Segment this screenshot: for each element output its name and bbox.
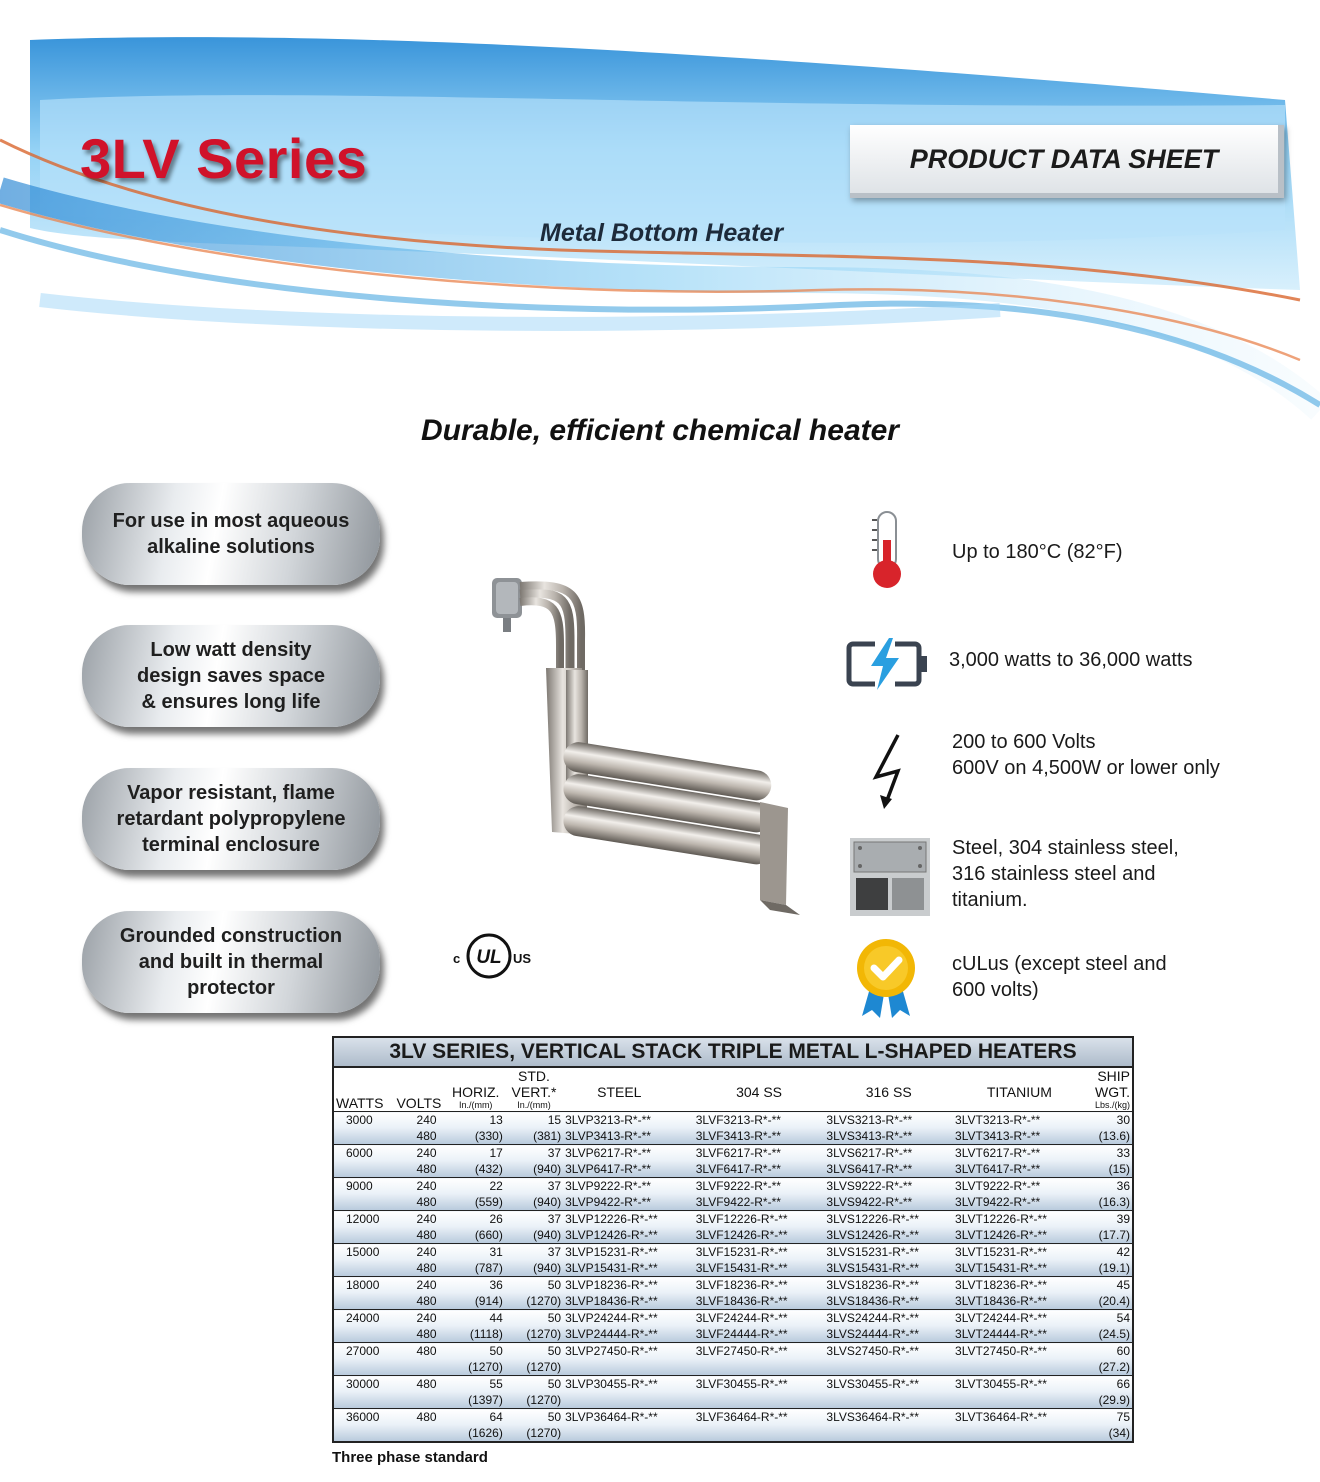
cell-ss304-model: 3LVF15431-R*-** [694, 1260, 825, 1277]
cell-steel-model: 3LVP18236-R*-** [563, 1277, 694, 1294]
cell-ss304-model: 3LVF15231-R*-** [694, 1244, 825, 1261]
spec-certification: cULus (except steel and 600 volts) [952, 953, 1167, 1001]
cell-vert: (940) [505, 1161, 563, 1178]
cell-volts: 480 [391, 1227, 446, 1244]
cell-vert: (940) [505, 1194, 563, 1211]
cell-titanium-model: 3LVT15231-R*-** [953, 1244, 1086, 1261]
cell-watts [334, 1359, 391, 1376]
series-title: 3LV Series [80, 127, 368, 190]
cell-ss304-model: 3LVF18236-R*-** [694, 1277, 825, 1294]
cell-ss316-model: 3LVS15231-R*-** [824, 1244, 953, 1261]
cell-titanium-model: 3LVT30455-R*-** [953, 1376, 1086, 1393]
cell-volts [391, 1425, 446, 1441]
table-row [334, 1112, 1132, 1129]
cell-steel-model [563, 1359, 694, 1376]
cell-ship-weight: 45 [1086, 1277, 1132, 1294]
feature-pill-enclosure [82, 768, 380, 870]
cell-ship-weight: (27.2) [1086, 1359, 1132, 1376]
table-row [334, 1343, 1132, 1360]
col-weight-label: WGT. [1095, 1084, 1130, 1100]
table-row [334, 1178, 1132, 1195]
col-horiz-label: HORIZ. [451, 1084, 500, 1100]
cell-ship-weight: (13.6) [1086, 1128, 1132, 1145]
table-row [334, 1277, 1132, 1294]
cell-ship-weight: (15) [1086, 1161, 1132, 1178]
cell-titanium-model: 3LVT36464-R*-** [953, 1409, 1086, 1426]
cell-steel-model: 3LVP27450-R*-** [563, 1343, 694, 1360]
cell-horiz: 31 [447, 1244, 505, 1261]
cell-ss304-model: 3LVF24444-R*-** [694, 1326, 825, 1343]
cell-ship-weight: 36 [1086, 1178, 1132, 1195]
col-volts: VOLTS [396, 1095, 442, 1111]
cell-watts [334, 1227, 391, 1244]
cell-watts: 15000 [334, 1244, 391, 1261]
heater-product-image [470, 570, 800, 915]
cell-ss316-model: 3LVS9222-R*-** [824, 1178, 953, 1195]
cell-ss316-model: 3LVS36464-R*-** [824, 1409, 953, 1426]
certified-badge-icon [852, 938, 920, 1018]
cell-titanium-model: 3LVT15431-R*-** [953, 1260, 1086, 1277]
cell-ss304-model [694, 1425, 825, 1441]
cell-ship-weight: (17.7) [1086, 1227, 1132, 1244]
cell-ss304-model: 3LVF30455-R*-** [694, 1376, 825, 1393]
cell-vert: (940) [505, 1260, 563, 1277]
cell-horiz: 50 [447, 1343, 505, 1360]
cell-steel-model: 3LVP9422-R*-** [563, 1194, 694, 1211]
cell-steel-model [563, 1392, 694, 1409]
table-row [334, 1376, 1132, 1393]
cell-ss304-model: 3LVF12426-R*-** [694, 1227, 825, 1244]
feature-text: Vapor resistant, flame retardant polypropylene terminal enclosure [116, 782, 346, 856]
col-horiz [447, 1068, 505, 1112]
table-row [334, 1211, 1132, 1228]
cell-titanium-model: 3LVT12426-R*-** [953, 1227, 1086, 1244]
table-title: 3LV SERIES, VERTICAL STACK TRIPLE METAL L-SHAPED HEATERS [334, 1038, 1132, 1068]
cell-steel-model: 3LVP24244-R*-** [563, 1310, 694, 1327]
cell-steel-model: 3LVP3413-R*-** [563, 1128, 694, 1145]
cell-volts: 240 [391, 1178, 446, 1195]
cell-ss304-model: 3LVF9222-R*-** [694, 1178, 825, 1195]
cell-watts: 6000 [334, 1145, 391, 1162]
cell-titanium-model [953, 1359, 1086, 1376]
cell-volts: 480 [391, 1343, 446, 1360]
ul-listed-mark [448, 930, 534, 982]
cell-vert: (1270) [505, 1425, 563, 1441]
cell-horiz: 44 [447, 1310, 505, 1327]
cell-ss304-model: 3LVF24244-R*-** [694, 1310, 825, 1327]
cell-watts [334, 1425, 391, 1441]
feature-text: Low watt density design saves space & ensures long life [137, 639, 325, 713]
cell-ship-weight: 33 [1086, 1145, 1132, 1162]
cell-vert: 50 [505, 1376, 563, 1393]
ul-mark-center: UL [476, 947, 502, 968]
feature-pill-watt-density [82, 625, 380, 727]
cell-steel-model: 3LVP18436-R*-** [563, 1293, 694, 1310]
cell-ss316-model [824, 1359, 953, 1376]
cell-ss316-model: 3LVS6217-R*-** [824, 1145, 953, 1162]
cell-horiz: (330) [447, 1128, 505, 1145]
cell-titanium-model [953, 1392, 1086, 1409]
cell-ss316-model: 3LVS9422-R*-** [824, 1194, 953, 1211]
cell-titanium-model: 3LVT27450-R*-** [953, 1343, 1086, 1360]
cell-watts: 27000 [334, 1343, 391, 1360]
table-header-row [334, 1068, 1132, 1112]
table-footnote: Three phase standard [332, 1449, 488, 1466]
cell-ss316-model: 3LVS12426-R*-** [824, 1227, 953, 1244]
cell-ss316-model: 3LVS27450-R*-** [824, 1343, 953, 1360]
table-row [334, 1194, 1132, 1211]
table-row [334, 1409, 1132, 1426]
cell-steel-model: 3LVP24444-R*-** [563, 1326, 694, 1343]
table-row [334, 1227, 1132, 1244]
cell-steel-model: 3LVP6417-R*-** [563, 1161, 694, 1178]
cell-horiz: 64 [447, 1409, 505, 1426]
col-horiz-unit: In./(mm) [458, 1100, 493, 1110]
cell-ship-weight: (24.5) [1086, 1326, 1132, 1343]
cell-ship-weight: (19.1) [1086, 1260, 1132, 1277]
cell-steel-model: 3LVP9222-R*-** [563, 1178, 694, 1195]
spec-materials: Steel, 304 stainless steel, 316 stainless steel and titanium. [952, 837, 1179, 911]
cell-watts [334, 1194, 391, 1211]
col-316ss [824, 1068, 953, 1112]
cell-watts: 3000 [334, 1112, 391, 1129]
cell-volts: 240 [391, 1112, 446, 1129]
cell-ss316-model: 3LVS6417-R*-** [824, 1161, 953, 1178]
cell-volts [391, 1392, 446, 1409]
table-body [334, 1112, 1132, 1442]
col-titanium [953, 1068, 1086, 1112]
col-vert-top: STD. [518, 1068, 550, 1084]
col-weight-top: SHIP [1097, 1068, 1130, 1084]
col-316ss-label: 316 SS [865, 1084, 912, 1100]
cell-horiz: 55 [447, 1376, 505, 1393]
metal-plates-icon [850, 838, 930, 916]
cell-ss304-model [694, 1359, 825, 1376]
cell-horiz: (660) [447, 1227, 505, 1244]
cell-steel-model: 3LVP12226-R*-** [563, 1211, 694, 1228]
table-row [334, 1425, 1132, 1441]
cell-watts: 12000 [334, 1211, 391, 1228]
table-row [334, 1310, 1132, 1327]
tagline: Durable, efficient chemical heater [421, 414, 899, 447]
cell-titanium-model: 3LVT3213-R*-** [953, 1112, 1086, 1129]
cell-steel-model [563, 1425, 694, 1441]
table-row [334, 1145, 1132, 1162]
spec-watts: 3,000 watts to 36,000 watts [949, 649, 1193, 671]
cell-volts: 480 [391, 1260, 446, 1277]
cell-steel-model: 3LVP15431-R*-** [563, 1260, 694, 1277]
table-row [334, 1326, 1132, 1343]
cell-horiz: (1270) [447, 1359, 505, 1376]
cell-volts: 480 [391, 1376, 446, 1393]
cell-horiz: 36 [447, 1277, 505, 1294]
cell-ss316-model [824, 1392, 953, 1409]
cell-vert: (1270) [505, 1293, 563, 1310]
cell-vert: 37 [505, 1145, 563, 1162]
cell-titanium-model: 3LVT3413-R*-** [953, 1128, 1086, 1145]
cell-ship-weight: 42 [1086, 1244, 1132, 1261]
cell-ship-weight: 60 [1086, 1343, 1132, 1360]
cell-horiz: (1626) [447, 1425, 505, 1441]
cell-horiz: (914) [447, 1293, 505, 1310]
cell-ss316-model: 3LVS24444-R*-** [824, 1326, 953, 1343]
cell-ss304-model: 3LVF3413-R*-** [694, 1128, 825, 1145]
cell-vert: (940) [505, 1227, 563, 1244]
cell-steel-model: 3LVP30455-R*-** [563, 1376, 694, 1393]
table-row [334, 1359, 1132, 1376]
cell-volts [391, 1359, 446, 1376]
cell-ss304-model [694, 1392, 825, 1409]
cell-ss304-model: 3LVF9422-R*-** [694, 1194, 825, 1211]
cell-vert: 50 [505, 1310, 563, 1327]
cell-volts: 480 [391, 1326, 446, 1343]
table-row [334, 1244, 1132, 1261]
cell-ss316-model [824, 1425, 953, 1441]
spec-temperature: Up to 180°C (82°F) [952, 541, 1123, 563]
col-steel-label: STEEL [597, 1084, 642, 1100]
cell-horiz: (787) [447, 1260, 505, 1277]
lightning-bolt-icon [868, 733, 912, 811]
cell-steel-model: 3LVP6217-R*-** [563, 1145, 694, 1162]
cell-watts: 30000 [334, 1376, 391, 1393]
cell-titanium-model: 3LVT24244-R*-** [953, 1310, 1086, 1327]
cell-vert: 37 [505, 1178, 563, 1195]
table-row [334, 1392, 1132, 1409]
cell-ship-weight: 30 [1086, 1112, 1132, 1129]
cell-titanium-model: 3LVT9422-R*-** [953, 1194, 1086, 1211]
cell-ship-weight: (20.4) [1086, 1293, 1132, 1310]
table-row [334, 1293, 1132, 1310]
cell-horiz: (1118) [447, 1326, 505, 1343]
cell-titanium-model: 3LVT12226-R*-** [953, 1211, 1086, 1228]
cell-watts: 36000 [334, 1409, 391, 1426]
cell-steel-model: 3LVP15231-R*-** [563, 1244, 694, 1261]
cell-ss304-model: 3LVF3213-R*-** [694, 1112, 825, 1129]
cell-volts: 240 [391, 1211, 446, 1228]
ul-mark-us: US [513, 951, 532, 966]
cell-ss304-model: 3LVF36464-R*-** [694, 1409, 825, 1426]
cell-vert: (381) [505, 1128, 563, 1145]
cell-ss316-model: 3LVS3413-R*-** [824, 1128, 953, 1145]
thermometer-icon [866, 510, 908, 590]
cell-steel-model: 3LVP12426-R*-** [563, 1227, 694, 1244]
cell-vert: (1270) [505, 1359, 563, 1376]
cell-ship-weight: (16.3) [1086, 1194, 1132, 1211]
cell-steel-model: 3LVP3213-R*-** [563, 1112, 694, 1129]
battery-charging-icon [845, 636, 929, 692]
cell-ss316-model: 3LVS15431-R*-** [824, 1260, 953, 1277]
cell-watts [334, 1161, 391, 1178]
cell-ss316-model: 3LVS24244-R*-** [824, 1310, 953, 1327]
cell-watts: 24000 [334, 1310, 391, 1327]
cell-vert: 37 [505, 1244, 563, 1261]
spec-volts: 200 to 600 Volts 600V on 4,500W or lower only [952, 731, 1220, 779]
cell-watts [334, 1293, 391, 1310]
ul-mark-c: c [453, 951, 461, 966]
product-data-sheet-badge [850, 125, 1284, 198]
header-banner-graphic [0, 0, 1320, 430]
cell-steel-model: 3LVP36464-R*-** [563, 1409, 694, 1426]
cell-volts: 480 [391, 1161, 446, 1178]
cell-watts [334, 1392, 391, 1409]
cell-volts: 240 [391, 1145, 446, 1162]
cell-ship-weight: 54 [1086, 1310, 1132, 1327]
cell-ship-weight: (34) [1086, 1425, 1132, 1441]
feature-text: For use in most aqueous alkaline solutions [112, 510, 350, 558]
cell-titanium-model: 3LVT6417-R*-** [953, 1161, 1086, 1178]
cell-ss316-model: 3LVS18236-R*-** [824, 1277, 953, 1294]
col-weight-unit: Lbs./(kg) [1094, 1100, 1130, 1110]
cell-watts [334, 1260, 391, 1277]
heater-models-table [334, 1068, 1132, 1441]
cell-volts: 240 [391, 1310, 446, 1327]
col-watts: WATTS [336, 1095, 384, 1111]
col-weight [1086, 1068, 1132, 1112]
col-304ss [694, 1068, 825, 1112]
feature-pill-aqueous [82, 483, 380, 585]
cell-ss304-model: 3LVF6417-R*-** [694, 1161, 825, 1178]
cell-ss304-model: 3LVF27450-R*-** [694, 1343, 825, 1360]
cell-watts: 9000 [334, 1178, 391, 1195]
cell-vert: (1270) [505, 1392, 563, 1409]
heater-spec-table [332, 1036, 1134, 1443]
cell-vert: 15 [505, 1112, 563, 1129]
col-vert-unit: In./(mm) [517, 1100, 551, 1110]
cell-ss316-model: 3LVS30455-R*-** [824, 1376, 953, 1393]
cell-vert: 37 [505, 1211, 563, 1228]
table-row [334, 1128, 1132, 1145]
cell-volts: 480 [391, 1293, 446, 1310]
cell-watts: 18000 [334, 1277, 391, 1294]
col-steel [563, 1068, 694, 1112]
cell-ship-weight: (29.9) [1086, 1392, 1132, 1409]
table-row [334, 1260, 1132, 1277]
cell-ss304-model: 3LVF6217-R*-** [694, 1145, 825, 1162]
cell-ship-weight: 66 [1086, 1376, 1132, 1393]
cell-ss304-model: 3LVF18436-R*-** [694, 1293, 825, 1310]
badge-label: PRODUCT DATA SHEET [909, 143, 1219, 174]
cell-horiz: (559) [447, 1194, 505, 1211]
cell-titanium-model: 3LVT9222-R*-** [953, 1178, 1086, 1195]
cell-horiz: 22 [447, 1178, 505, 1195]
product-subtitle: Metal Bottom Heater [540, 219, 784, 247]
cell-vert: 50 [505, 1343, 563, 1360]
cell-titanium-model: 3LVT18236-R*-** [953, 1277, 1086, 1294]
feature-pill-grounded [82, 911, 380, 1013]
cell-horiz: 26 [447, 1211, 505, 1228]
cell-volts: 240 [391, 1244, 446, 1261]
cell-horiz: (432) [447, 1161, 505, 1178]
col-304ss-label: 304 SS [736, 1084, 783, 1100]
cell-watts [334, 1326, 391, 1343]
feature-text: Grounded construction and built in thermal protector [119, 925, 343, 999]
cell-titanium-model: 3LVT6217-R*-** [953, 1145, 1086, 1162]
cell-titanium-model: 3LVT24444-R*-** [953, 1326, 1086, 1343]
col-titanium-label: TITANIUM [986, 1084, 1052, 1100]
cell-watts [334, 1128, 391, 1145]
table-row [334, 1161, 1132, 1178]
cell-vert: 50 [505, 1409, 563, 1426]
cell-horiz: (1397) [447, 1392, 505, 1409]
cell-vert: (1270) [505, 1326, 563, 1343]
cell-vert: 50 [505, 1277, 563, 1294]
col-vert-label: VERT.* [511, 1084, 557, 1100]
cell-titanium-model [953, 1425, 1086, 1441]
cell-ship-weight: 39 [1086, 1211, 1132, 1228]
cell-ship-weight: 75 [1086, 1409, 1132, 1426]
cell-ss316-model: 3LVS12226-R*-** [824, 1211, 953, 1228]
cell-ss316-model: 3LVS3213-R*-** [824, 1112, 953, 1129]
cell-ss304-model: 3LVF12226-R*-** [694, 1211, 825, 1228]
cell-horiz: 17 [447, 1145, 505, 1162]
cell-ss316-model: 3LVS18436-R*-** [824, 1293, 953, 1310]
cell-volts: 480 [391, 1194, 446, 1211]
cell-titanium-model: 3LVT18436-R*-** [953, 1293, 1086, 1310]
cell-horiz: 13 [447, 1112, 505, 1129]
col-vert [505, 1068, 563, 1112]
cell-volts: 480 [391, 1409, 446, 1426]
cell-volts: 240 [391, 1277, 446, 1294]
cell-volts: 480 [391, 1128, 446, 1145]
